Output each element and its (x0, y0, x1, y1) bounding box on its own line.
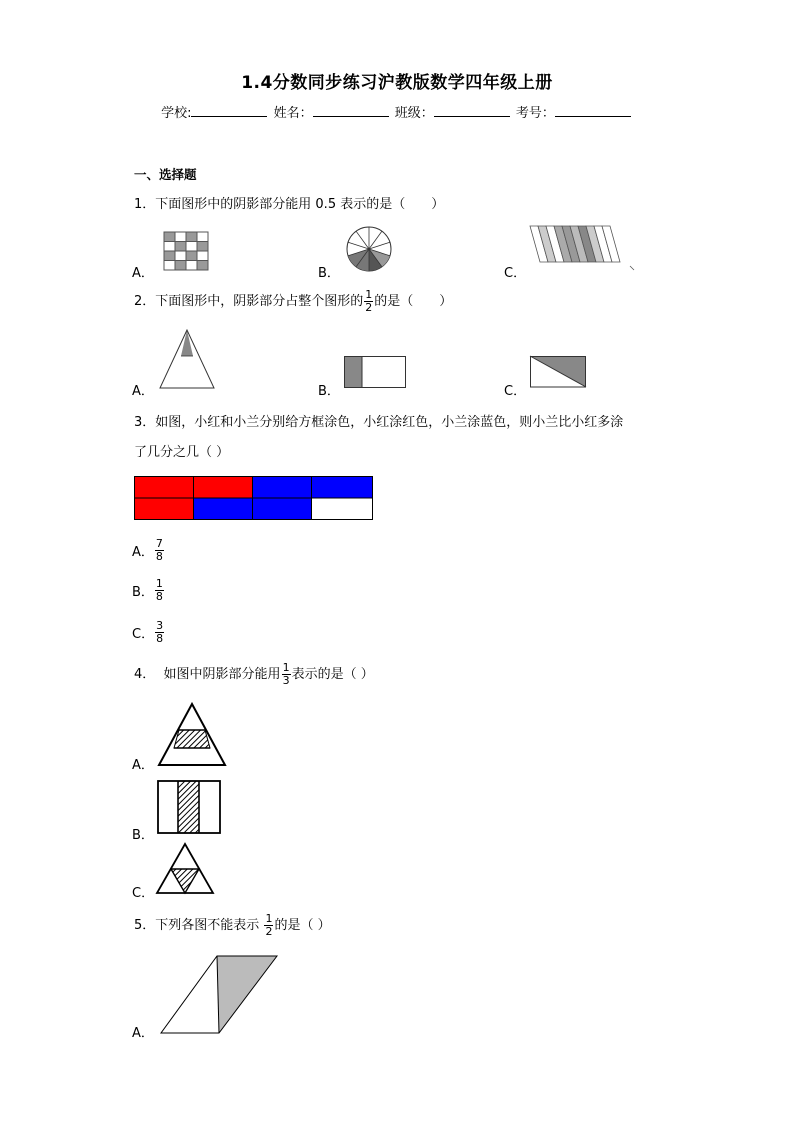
fraction-numerator: 1 (365, 288, 373, 301)
q2-option-c-rectangle-figure (530, 356, 586, 388)
question-text-end: 表示的是（ ） (291, 667, 374, 682)
option-label[interactable]: B． (132, 828, 154, 843)
question-text: 下列各图不能表示 (155, 918, 260, 933)
q3-color-grid-figure (134, 476, 374, 520)
fraction (155, 578, 164, 603)
question-4 (134, 662, 374, 687)
fraction-denominator: 8 (155, 550, 163, 563)
q4-option-c-triangle-figure (156, 843, 214, 895)
fraction-numerator: 7 (155, 537, 163, 550)
cell-red (135, 498, 194, 520)
question-text-end: 的是（ ） (374, 294, 453, 309)
student-info-line (0, 102, 794, 121)
option-label[interactable]: A． (132, 1026, 154, 1041)
fraction (282, 662, 291, 687)
school-label: 学校: (161, 106, 192, 121)
question-text-end: 的是（ ） (274, 918, 331, 933)
cell-red (194, 477, 253, 499)
name-blank[interactable] (313, 104, 389, 117)
fraction-denominator: 8 (155, 590, 163, 603)
question-1 (134, 193, 444, 212)
section-title: 一、选择题 (134, 167, 197, 182)
question-text: 下面图形中，阴影部分占整个图形的 (155, 294, 364, 309)
name-label: 姓名： (273, 106, 313, 121)
cell-blue (253, 477, 312, 499)
question-text: 如图中阴影部分能用 (163, 667, 281, 682)
exam-number-blank[interactable] (555, 104, 631, 117)
q1-option-a-grid-figure (164, 232, 208, 270)
q2-option-b-rectangle-figure (344, 356, 406, 388)
q4-option-b-rectangle-figure (157, 780, 221, 834)
fraction-numerator: 3 (156, 619, 164, 632)
q1-option-c-parallelogram-figure (530, 226, 636, 270)
question-number: 5． (134, 918, 156, 933)
question-number: 1． (134, 197, 156, 212)
option-label: A． (132, 545, 154, 560)
cell-empty (312, 498, 373, 520)
q3-option-b[interactable] (132, 578, 165, 603)
question-3-line2: 了几分之几（ ） (134, 445, 230, 460)
question-2 (134, 289, 452, 314)
class-label: 班级： (394, 106, 434, 121)
fraction (155, 538, 164, 563)
q3-option-a[interactable] (132, 538, 165, 563)
fraction-numerator: 1 (265, 912, 273, 925)
fraction-numerator: 1 (155, 577, 163, 590)
question-number: 2． (134, 294, 156, 309)
option-label[interactable]: B． (318, 266, 340, 281)
fraction-denominator: 8 (156, 632, 164, 645)
cell-red (135, 477, 194, 499)
option-label[interactable]: B． (318, 384, 340, 399)
q4-option-a-triangle-figure (158, 704, 226, 766)
option-label[interactable]: A． (132, 384, 154, 399)
option-label: C． (132, 627, 155, 642)
q5-option-a-parallelogram-figure (160, 955, 278, 1035)
option-label: B． (132, 585, 154, 600)
fraction (264, 913, 273, 938)
option-label[interactable]: C． (504, 266, 527, 281)
question-3 (134, 411, 623, 430)
option-label[interactable]: C． (504, 384, 527, 399)
fraction-denominator: 3 (282, 674, 290, 687)
q2-option-a-triangle-figure (160, 330, 214, 388)
option-label[interactable]: C． (132, 886, 155, 901)
question-5 (134, 913, 331, 938)
question-number: 4． (134, 667, 156, 682)
page-title: 1.4分数同步练习沪教版数学四年级上册 (241, 73, 553, 93)
fraction (155, 620, 164, 645)
fraction-numerator: 1 (282, 661, 290, 674)
fraction-denominator: 2 (265, 925, 273, 938)
q3-option-c[interactable] (132, 620, 165, 645)
option-label[interactable]: A． (132, 266, 154, 281)
option-label[interactable]: A． (132, 758, 154, 773)
fraction (364, 289, 373, 314)
question-text: 下面图形中的阴影部分能用 0.5 表示的是（ ） (155, 197, 445, 212)
question-number: 3． (134, 415, 156, 430)
question-text: 如图，小红和小兰分别给方框涂色，小红涂红色，小兰涂蓝色，则小兰比小红多涂 (155, 415, 624, 430)
class-blank[interactable] (434, 104, 510, 117)
fraction-denominator: 2 (365, 301, 373, 314)
exam-number-label: 考号： (515, 106, 555, 121)
cell-blue (194, 498, 253, 520)
q1-option-b-circle-figure (346, 226, 392, 272)
cell-blue (312, 477, 373, 499)
school-blank[interactable] (191, 104, 267, 117)
cell-blue (253, 498, 312, 520)
